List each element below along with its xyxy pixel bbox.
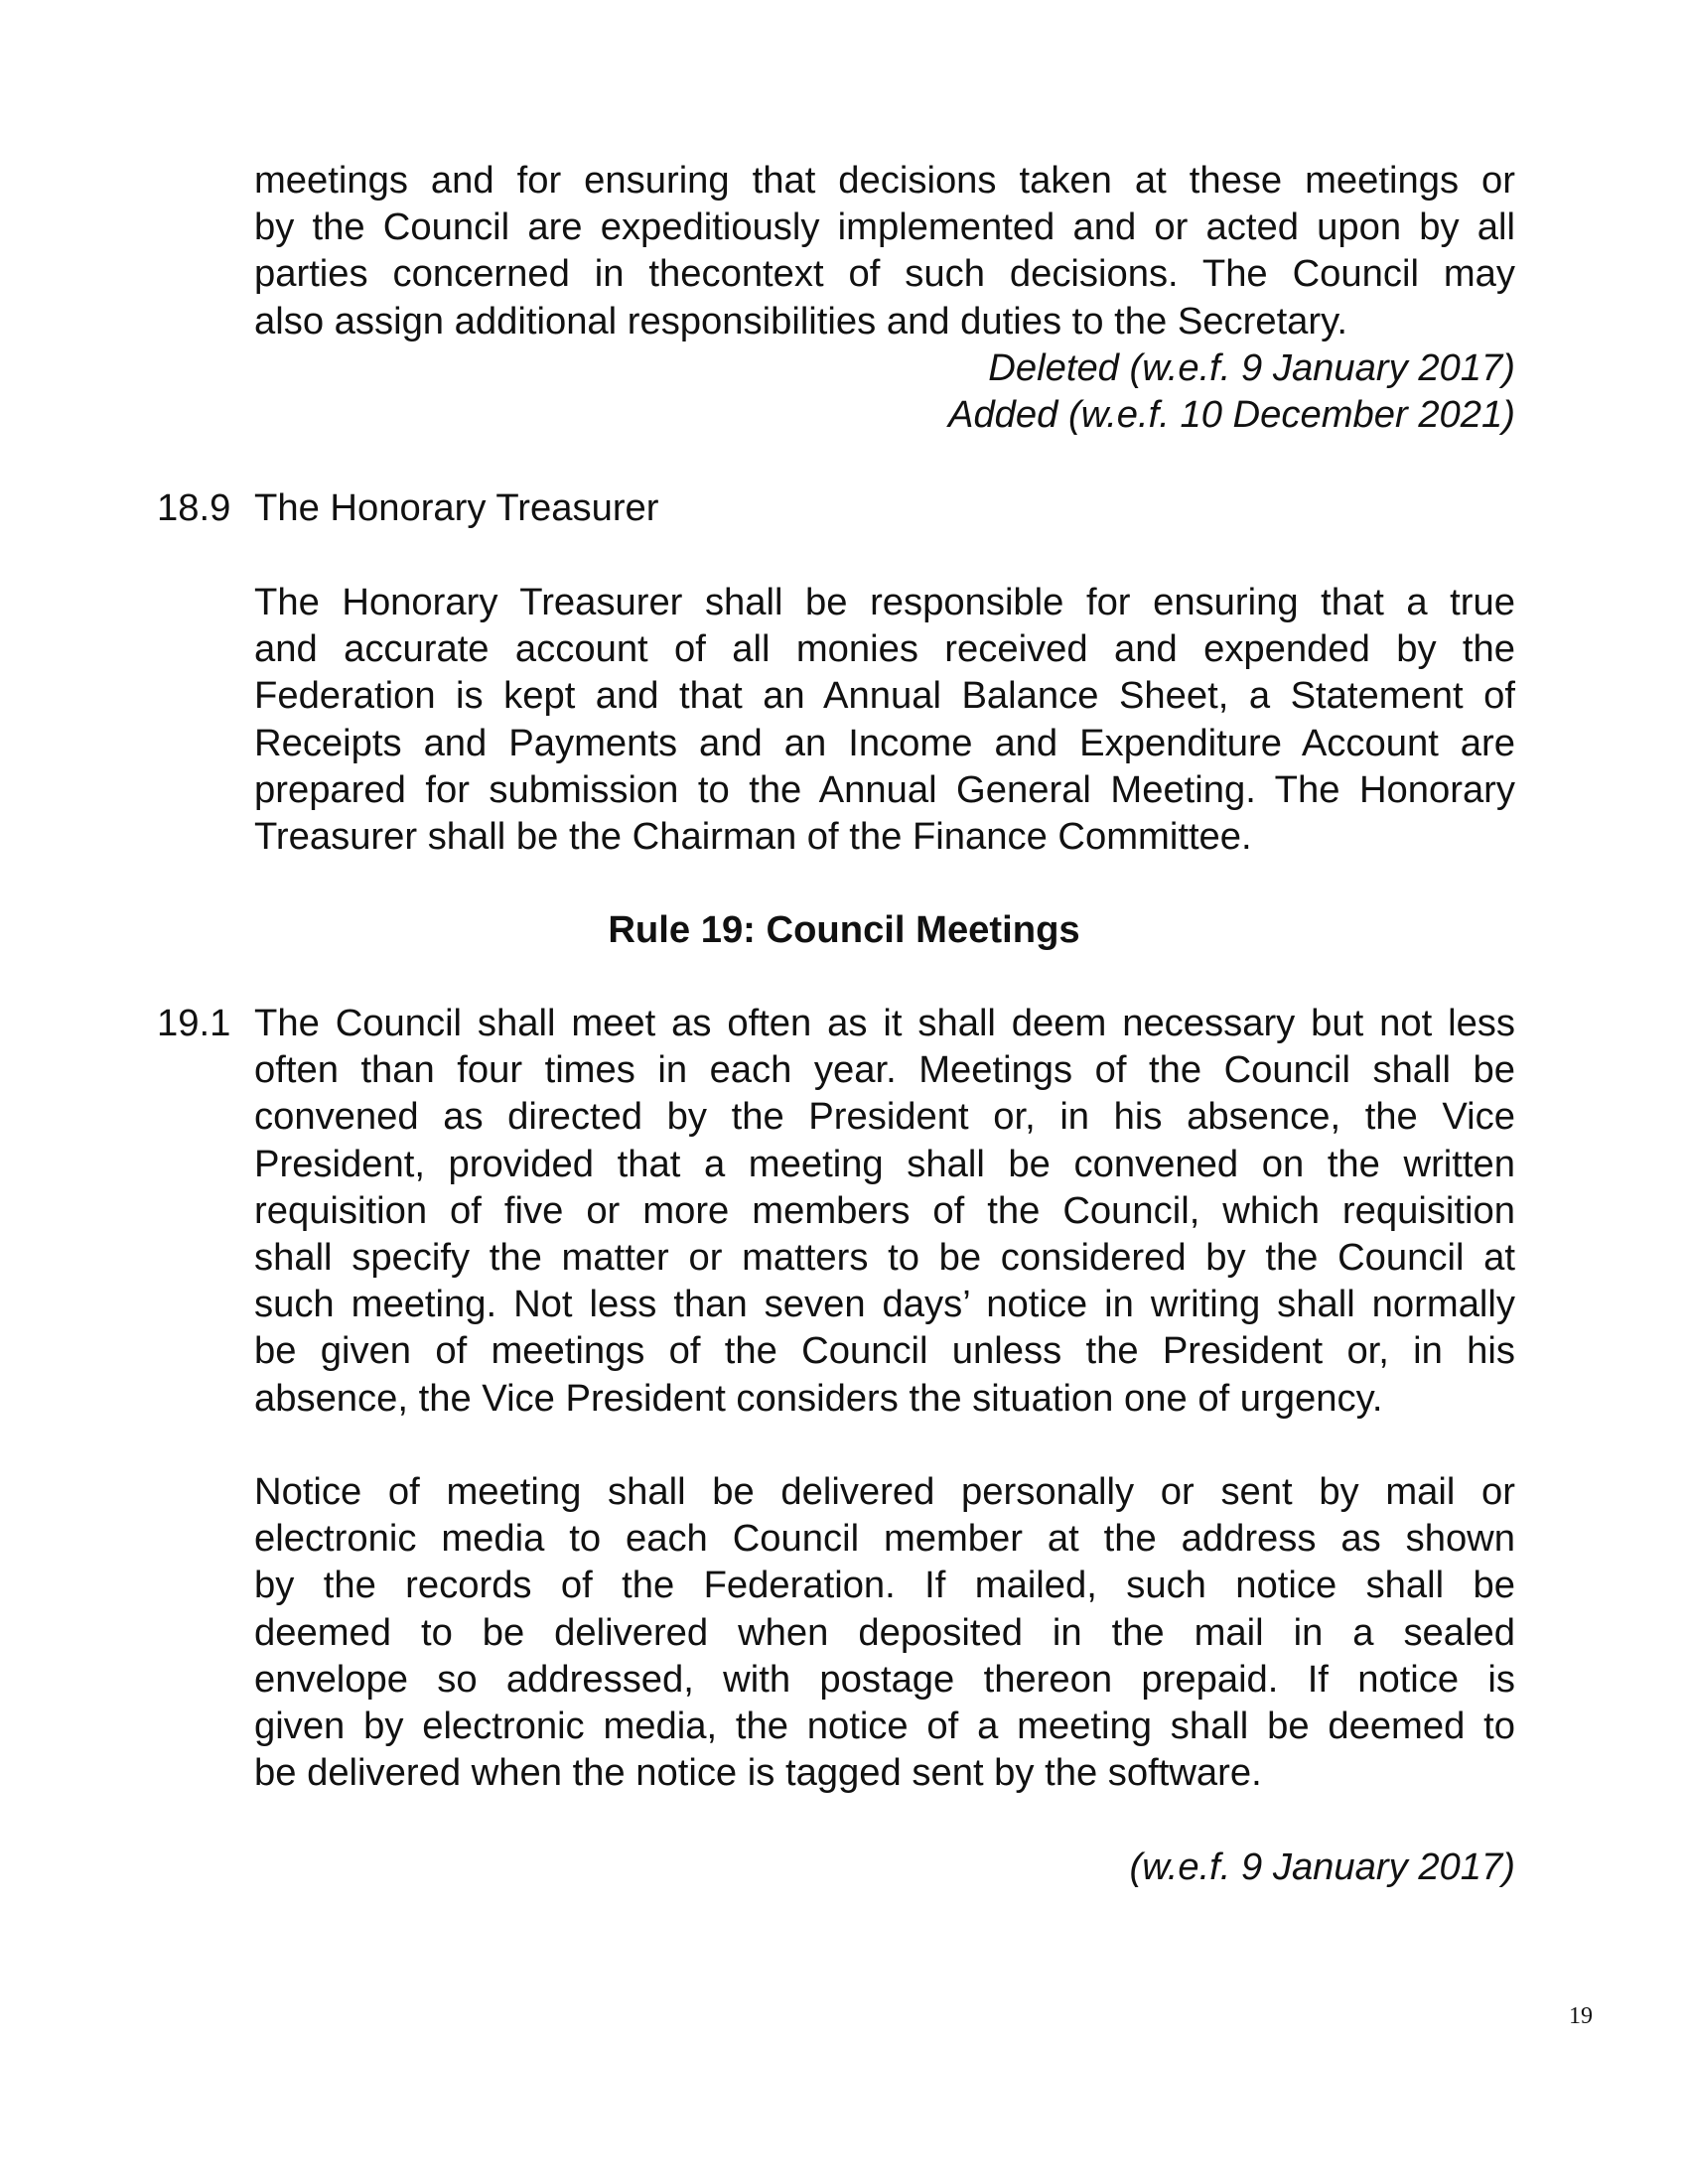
amendment-note-added: Added (w.e.f. 10 December 2021): [947, 393, 1515, 436]
paragraph-line: shall specify the matter or matters to be considered by the Council at: [254, 1236, 1515, 1280]
paragraph-line: by the Council are expeditiously implemented and or acted upon by all: [254, 205, 1515, 249]
paragraph-line: Receipts and Payments and an Income and Expenditure Account are: [254, 721, 1515, 764]
paragraph-line: Federation is kept and that an Annual Balance Sheet, a Statement of: [254, 674, 1515, 718]
section-title: The Honorary Treasurer: [254, 486, 659, 529]
page-number: 19: [1569, 2003, 1593, 2029]
continuation-paragraph: [254, 157, 1515, 344]
paragraph-line: given by electronic media, the notice of a meeting shall be deemed to: [254, 1705, 1515, 1748]
paragraph-line: such meeting. Not less than seven days’ notice in writing shall normally: [254, 1283, 1515, 1326]
paragraph-line: parties concerned in thecontext of such decisions. The Council may: [254, 252, 1515, 296]
paragraph-line: requisition of five or more members of the Council, which requisition: [254, 1188, 1515, 1232]
paragraph-line: convened as directed by the President or, in his absence, the Vice: [254, 1095, 1515, 1139]
paragraph-line: often than four times in each year. Meetings of the Council shall be: [254, 1048, 1515, 1092]
paragraph-line: prepared for submission to the Annual General Meeting. The Honorary: [254, 767, 1515, 811]
section-number: 19.1: [157, 1002, 231, 1044]
paragraph-line: envelope so addressed, with postage thereon prepaid. If notice is: [254, 1657, 1515, 1701]
paragraph-line: meetings and for ensuring that decisions taken at these meetings or: [254, 159, 1515, 202]
paragraph-line: electronic media to each Council member at the address as shown: [254, 1517, 1515, 1561]
treasurer-paragraph: [254, 579, 1515, 860]
rule-heading: Rule 19: Council Meetings: [608, 908, 1080, 951]
paragraph-line: Treasurer shall be the Chairman of the Finance Committee.: [254, 815, 1252, 859]
paragraph-line: The Council shall meet as often as it shall deem necessary but not less: [254, 1002, 1515, 1044]
paragraph-line: be given of meetings of the Council unless the President or, in his: [254, 1329, 1515, 1373]
paragraph-line: absence, the Vice President considers the situation one of urgency.: [254, 1376, 1383, 1420]
amendment-note-deleted: Deleted (w.e.f. 9 January 2017): [988, 346, 1515, 389]
amendment-note-wef: (w.e.f. 9 January 2017): [1129, 1845, 1515, 1888]
paragraph-line: deemed to be delivered when deposited in the mail in a sealed: [254, 1610, 1515, 1654]
paragraph-line: and accurate account of all monies received and expended by the: [254, 627, 1515, 671]
paragraph-line: also assign additional responsibilities and duties to the Secretary.: [254, 299, 1348, 342]
paragraph-line: The Honorary Treasurer shall be responsible for ensuring that a true: [254, 581, 1515, 623]
paragraph-line: President, provided that a meeting shall be convened on the written: [254, 1142, 1515, 1185]
notice-paragraph: [254, 1468, 1515, 1796]
paragraph-line: be delivered when the notice is tagged sent by the software.: [254, 1751, 1262, 1795]
council-meetings-paragraph: [254, 1000, 1515, 1422]
paragraph-line: by the records of the Federation. If mailed, such notice shall be: [254, 1564, 1515, 1607]
section-number: 18.9: [157, 486, 231, 529]
paragraph-line: Notice of meeting shall be delivered personally or sent by mail or: [254, 1470, 1515, 1513]
